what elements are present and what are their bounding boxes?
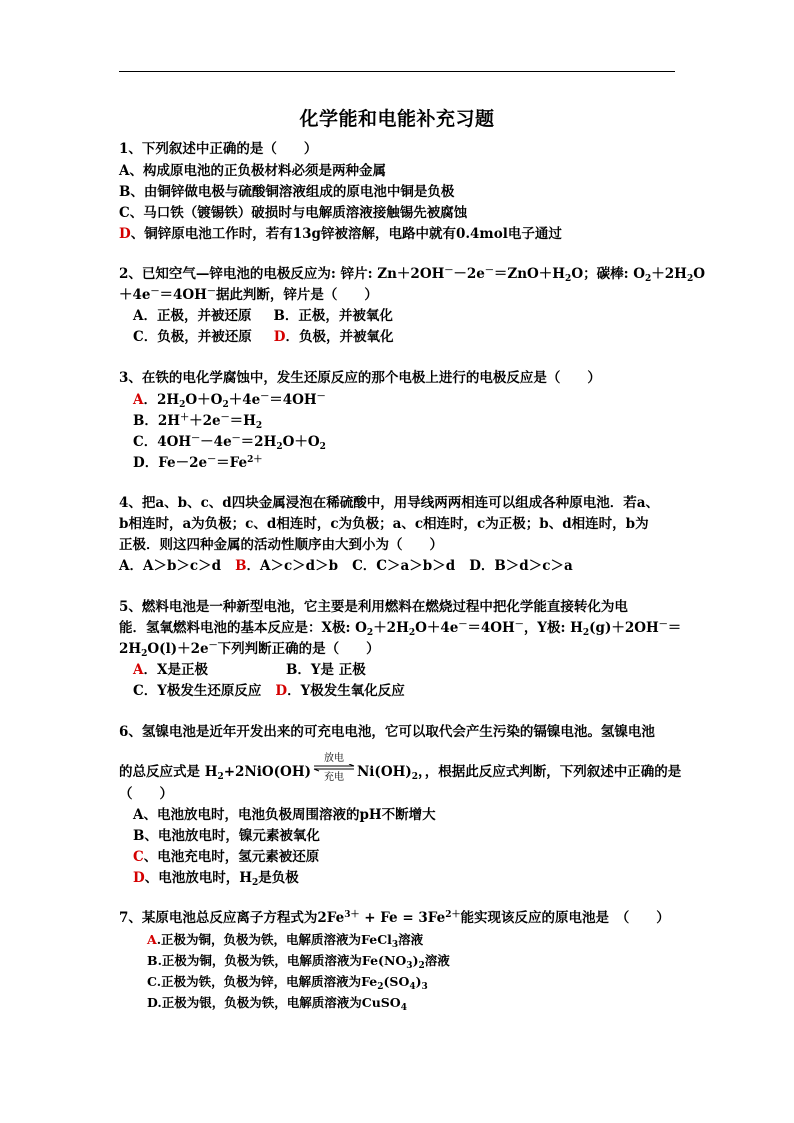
q2-options-row2 [133,328,393,346]
q4-option-c: C．C＞a＞b＞d [352,558,456,574]
q6-option-c-letter: C [133,849,144,865]
q4-option-a: A．A＞b＞c＞d [119,558,222,574]
q7-stem-mid: + Fe = 3Fe [359,910,446,926]
q5-option-a-text: ．X是正极 [143,662,208,678]
q7-option-c-text: C.正极为铁，负极为锌，电解质溶液为Fe [147,974,378,989]
q5-option-d-letter: D [275,683,288,699]
q2-stem-line2: ＋4e－＝4OH－据此判断，锌片是（ ） [119,287,378,303]
q7-option-c-end: (SO [383,974,410,989]
q2-option-a: A．正极，并被还原 [133,308,252,324]
q1-option-d-letter: D [119,226,131,242]
q1-option-d [119,225,562,243]
q4-stem-line3: 正极．则这四种金属的活动性顺序由大到小为（ ） [119,537,443,553]
q2-stem-pre: 2、已知空气—锌电池的电极反应为: 锌片: Zn＋2OH [119,266,445,282]
q6-option-d-text: 、电池放电时，H [144,870,252,886]
q4-option-b-letter: B [235,558,247,574]
reversible-arrow [313,752,355,783]
q2-stem-mid: 2e [466,266,485,282]
q1-stem: 1、下列叙述中正确的是（ ） [119,141,318,157]
q5-stem-line2: 能．氢氧燃料电池的基本反应是：X极: $O_2+2H_2O+4e^-=4OH^-$，Y极: $H_2(g)+2OH^-=$ [119,620,682,638]
q2-line2-mid: ＝4OH [159,287,207,303]
q7-option-a-end: 溶液 [398,932,424,947]
q7-stem-end: 能实现该反应的原电池是 （ ） [460,910,670,926]
q7-option-b-text: B.正极为铜，负极为铁，电解质溶液为Fe(NO [147,953,407,968]
q4-option-b-text: ．A＞c＞d＞b [246,558,339,574]
q5-option-b: B．Y是 正极 [285,662,366,678]
q2-option-c: C．负极，并被还原 [133,329,252,345]
q2-stem-line1: 2、已知空气—锌电池的电极反应为: 锌片: $Zn+2OH^--2e^-=ZnO+H_2O$；碳棒: $O_2+2H_2O$ [119,266,705,284]
q7-option-a: A.正极为铜，负极为铁，电解质溶液为FeCl$_3$溶液 [147,932,424,950]
q3-option-c-text: C．4OH [133,434,192,450]
q6-option-b: B、电池放电时，镍元素被氧化 [133,828,320,844]
q6-line2-end: ，，根据此反应式判断，下列叙述中正确的是 [418,764,682,780]
q2-line2-end: 据此判断，锌片是（ ） [215,287,378,303]
q6-option-c-text: 、电池充电时，氢元素被还原 [143,849,320,865]
q7-stem: 7、某原电池总反应离子方程式为$2Fe^{3+} + Fe = 3Fe^{2+}$能实现该反应的原电池是 （ ） [119,910,670,926]
q5-line2-pre: 能．氢氧燃料电池的基本反应是：X极: O [119,620,367,636]
q4-option-d: D．B＞d＞c＞a [469,558,573,574]
q5-stem-line3: $2H_2O(l)+2e^-$下列判断正确的是（ ） [119,641,380,659]
q2-stem-mid4: ＋2H [651,266,687,282]
arrow-label-discharge: 放电 [323,752,344,764]
q2-stem-mid3: O；碳棒: O [571,266,646,282]
q6-line2-pre: 的总反应式是 H [119,764,218,780]
q4-stem-line2: b相连时，a为负极；c、d相连时，c为负极；a、c相连时，c为正极；b、d相连时，b为 [119,516,649,532]
header-rule [119,71,675,72]
q6-line2-mid: +2NiO(OH) [223,764,311,780]
q5-line3-end: 下列判断正确的是（ ） [217,641,380,657]
q7-option-c: C.正极为铁，负极为锌，电解质溶液为$Fe_2(SO_4)_3$ [147,974,428,992]
q7-option-d: D.正极为银，负极为铁，电解质溶液为CuSO$_4$ [147,995,407,1013]
q3-option-b: B．$2H^++2e^-=H_2$ [133,413,263,431]
q5-options-row1 [133,661,366,679]
q2-stem-mid2: ＝ZnO＋H [493,266,566,282]
q2-option-d-text: ．负极，并被氧化 [285,329,394,345]
q5-option-d-text: ．Y极发生氧化反应 [287,683,405,699]
q5-option-a-letter: A [133,662,144,678]
q7-stem-pre: 7、某原电池总反应离子方程式为2Fe [119,910,345,926]
q1-option-d-text: 、铜锌原电池工作时，若有13g锌被溶解，电路中就有0.4mol电子通过 [130,226,562,242]
q5-stem-line1: 5、燃料电池是一种新型电池，它主要是利用燃料在燃烧过程中把化学能直接转化为电 [119,599,628,615]
q6-stem-line3: （ ） [119,786,173,802]
q2-option-d-letter: D [273,329,286,345]
q3-option-d: D．$Fe-2e^-=Fe^{2+}$ [133,455,263,471]
q1-option-c: C、马口铁（镀锡铁）破损时与电解质溶液接触锡先被腐蚀 [119,205,468,221]
q4-options [119,557,573,575]
q6-option-c [133,848,319,866]
q6-stem-line1: 6、氢镍电池是近年开发出来的可充电电池，它可以取代会产生污染的镉镍电池。氢镍电池 [119,724,655,740]
q6-option-d: D、电池放电时，$H_2$是负极 [133,870,299,888]
q7-option-a-letter: A [147,932,157,947]
q1-option-a: A、构成原电池的正负极材料必须是两种金属 [119,163,386,179]
q3-option-d-text: D．Fe－2e [133,455,208,471]
q2-line2-pre: ＋4e [119,287,151,303]
q6-option-d-letter: D [133,870,145,886]
q3-option-c: C．$4OH^--4e^-=2H_2O+O_2$ [133,434,326,452]
q7-option-b: B.正极为铜，负极为铁，电解质溶液为$Fe(NO_3)_2$溶液 [147,953,450,971]
q4-stem-line1: 4、把a、b、c、d四块金属浸泡在稀硫酸中，用导线两两相连可以组成各种原电池．若a、 [119,495,659,511]
q6-option-a: A、电池放电时，电池负极周围溶液的pH不断增大 [133,807,436,823]
q3-option-a-text: ．2H [143,392,180,408]
q7-option-d-text: D.正极为银，负极为铁，电解质溶液为CuSO [147,995,401,1010]
q2-options-row1 [133,307,393,325]
q2-stem-end: O [693,266,705,282]
q7-option-b-end: 溶液 [424,953,450,968]
q3-stem: 3、在铁的电化学腐蚀中，发生还原反应的那个电极上进行的电极反应是（ ） [119,370,601,386]
q3-option-b-text: B．2H [133,413,181,429]
q6-line2-post: Ni(OH) [356,764,412,780]
q2-option-b: B．正极，并被氧化 [273,308,393,324]
q1-option-b: B、由铜锌做电极与硫酸铜溶液组成的原电池中铜是负极 [119,184,455,200]
q3-option-a-letter: A [133,392,144,408]
q5-option-c: C．Y极发生还原反应 [133,683,262,699]
q3-option-a: A．$2H_2O+O_2+4e^-=4OH^-$ [133,392,326,410]
q6-stem-line2: 的总反应式是 $H_2+2NiO(OH)$ 放电 充电 $Ni(OH)_2$，，根据此反应式判断，下列叙述中正确的是 [119,763,681,782]
q5-options-row2 [133,682,405,700]
page-title: 化学能和电能补充习题 [299,108,495,130]
arrow-label-charge: 充电 [323,771,344,783]
q7-option-a-text: .正极为铜，负极为铁，电解质溶液为FeCl [156,932,392,947]
q6-option-d-end: 是负极 [258,870,299,886]
